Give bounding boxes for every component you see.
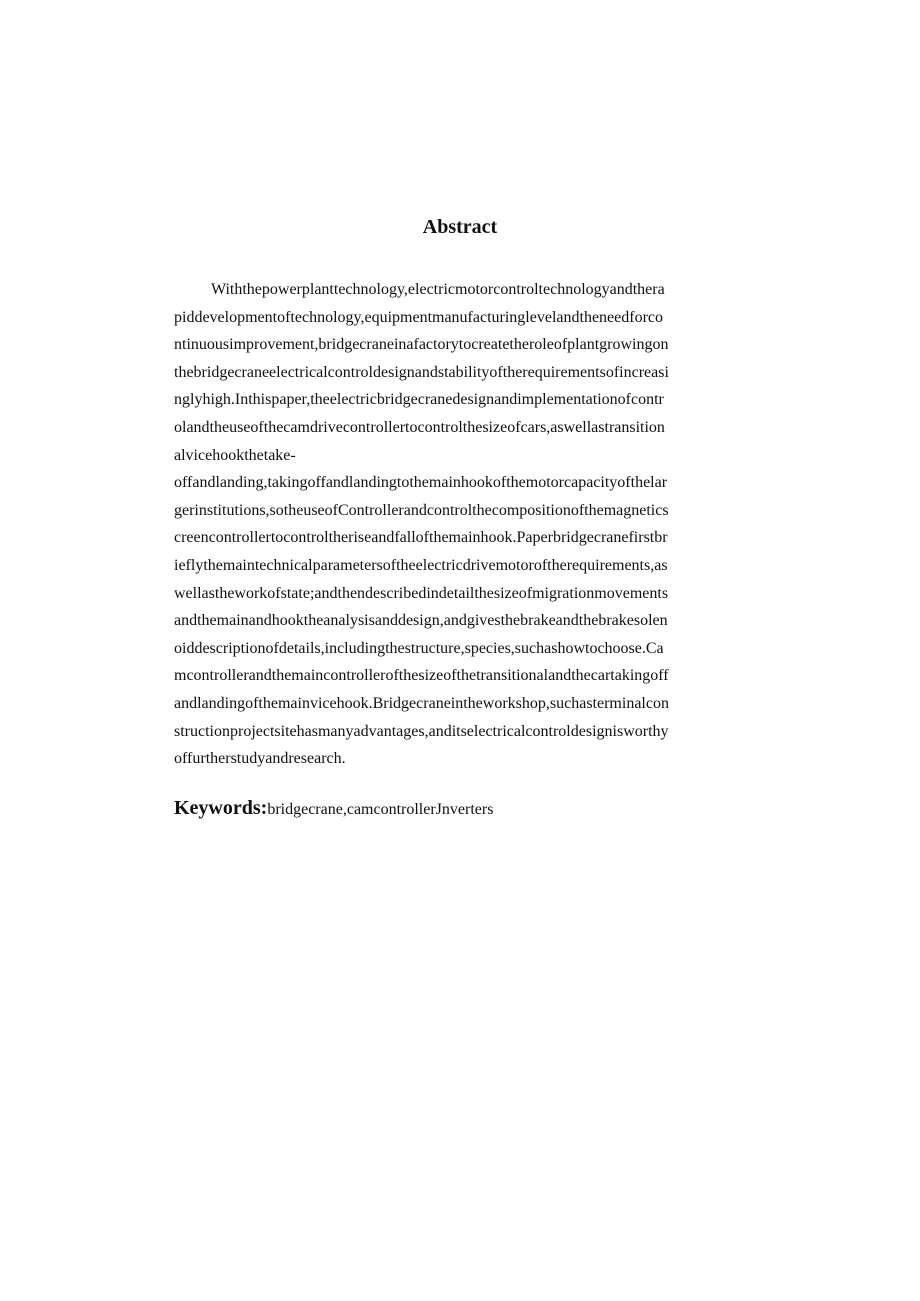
abstract-line: Withthepowerplanttechnology,electricmotorcontroltechnologyandthera — [211, 281, 665, 298]
abstract-line: wellastheworkofstate;andthendescribedindetailthesizeofmigrationmovements — [174, 584, 669, 602]
abstract-line: oiddescriptionofdetails,includingthestructure,species,suchashowtochoose.Ca — [174, 639, 664, 657]
abstract-line: olandtheuseofthecamdrivecontrollertocontrolthesizeofcars,aswellastransition — [174, 418, 665, 436]
abstract-line: thebridgecraneelectricalcontroldesignandstabilityoftherequirementsofincreasi — [174, 363, 669, 381]
keywords-label: Keywords: — [174, 797, 268, 819]
abstract-line: gerinstitutions,sotheuseofControllerandcontrolthecompositionofthemagnetics — [174, 501, 669, 519]
abstract-line: offandlanding,takingoffandlandingtothemainhookofthemotorcapacityofthelar — [174, 474, 668, 492]
abstract-line: andlandingofthemainvicehook.Bridgecraneintheworkshop,suchasterminalcon — [174, 694, 669, 712]
keywords-value: bridgecrane,camcontrollerJnverters — [267, 801, 494, 818]
abstract-line: piddevelopmentoftechnology,equipmentmanufacturinglevelandtheneedforco — [174, 308, 664, 326]
abstract-body — [174, 276, 754, 773]
abstract-line: ieflythemaintechnicalparametersoftheelectricdrivemotoroftherequirements,as — [174, 556, 668, 574]
abstract-line: mcontrollerandthemaincontrollerofthesizeofthetransitionalandthecartakingoff — [174, 667, 669, 685]
abstract-line: andthemainandhooktheanalysisanddesign,andgivesthebrakeandthebrakesolen — [174, 612, 668, 630]
abstract-line: alvicehookthetake- — [174, 446, 296, 464]
abstract-title: Abstract — [422, 216, 498, 238]
abstract-line: offurtherstudyandresearch. — [174, 750, 346, 768]
abstract-line: creencontrollertocontroltheriseandfallofthemainhook.Paperbridgecranefirstbr — [174, 529, 668, 547]
keywords-line — [174, 794, 493, 824]
abstract-line: structionprojectsitehasmanyadvantages,anditselectricalcontroldesignisworthy — [174, 722, 669, 740]
abstract-line: nglyhigh.Inthispaper,theelectricbridgecranedesignandimplementationofcontr — [174, 391, 664, 409]
abstract-line: ntinuousimprovement,bridgecraneinafactorytocreatetheroleofplantgrowingon — [174, 336, 669, 354]
